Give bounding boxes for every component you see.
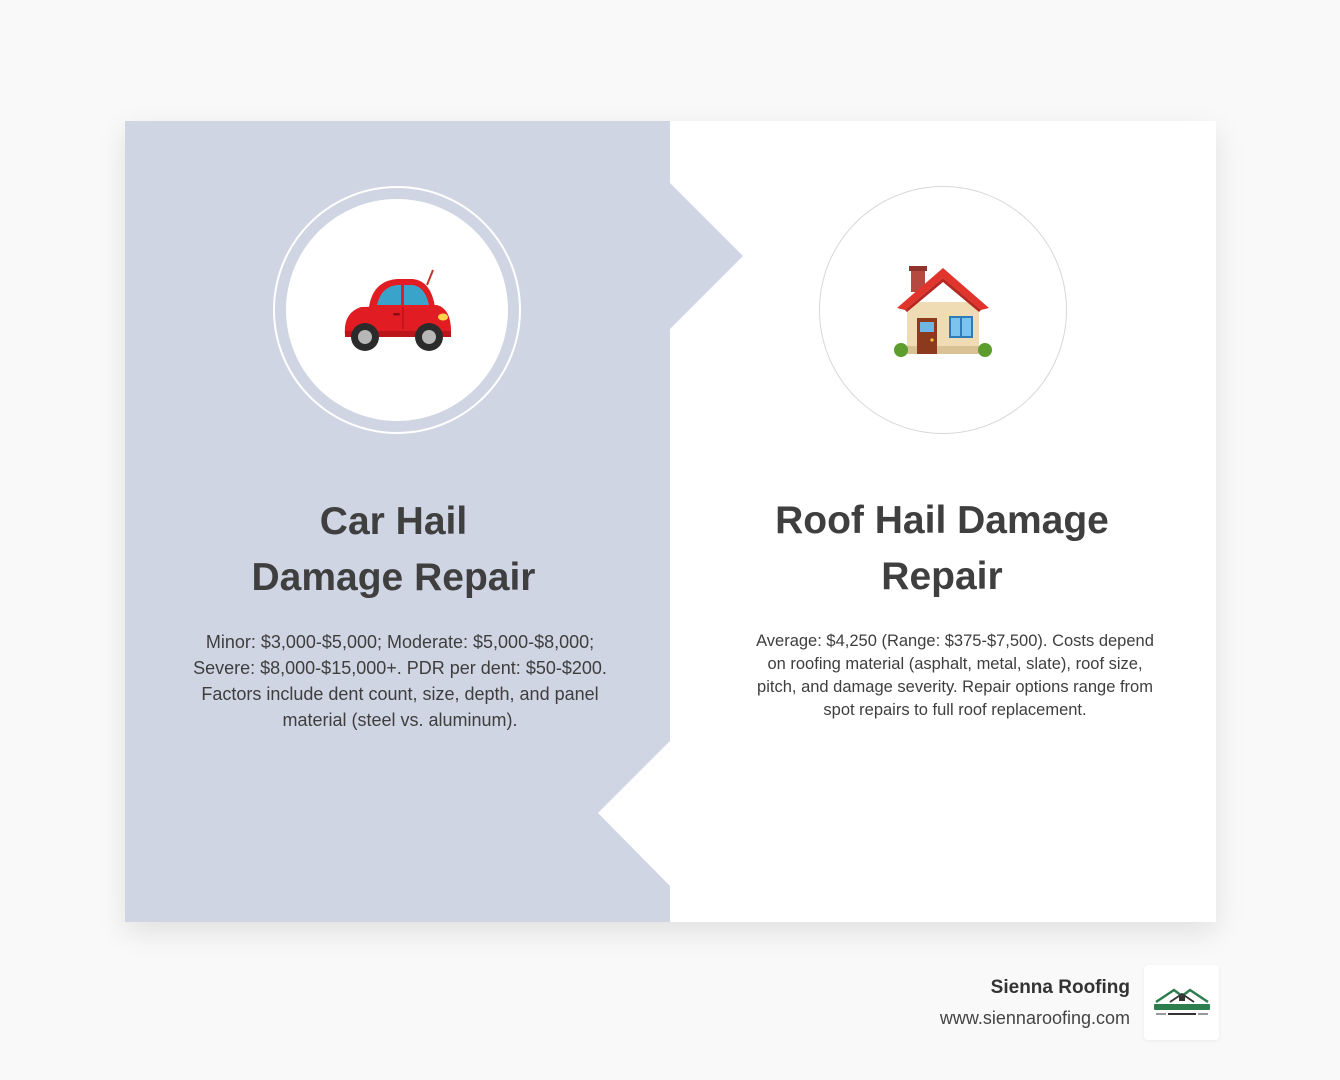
house-icon-circle: [819, 186, 1067, 434]
roof-hail-description: Average: $4,250 (Range: $375-$7,500). Costs depend on roofing material (asphalt, metal, slate), roof size, pitch, and damage severity. Repair options range from spot repairs to full roof replacement.: [756, 632, 1154, 719]
car-hail-title: Car Hail Damage Repair: [251, 500, 536, 599]
car-hail-description: Minor: $3,000-$5,000; Moderate: $5,000-$8,000; Severe: $8,000-$15,000+. PDR per dent: $50-$200. Factors include dent count, size, depth, and panel material (steel vs. aluminum).: [193, 632, 607, 730]
sienna-roofing-logo-icon: [1152, 986, 1212, 1020]
brand-url-link[interactable]: www.siennaroofing.com: [939, 1008, 1130, 1028]
comparison-card: [125, 121, 1216, 922]
car-icon: [339, 265, 455, 355]
brand-logo[interactable]: [1144, 965, 1219, 1040]
brand-footer: [940, 974, 1130, 1034]
house-icon: [891, 258, 995, 362]
brand-name: Sienna Roofing: [990, 977, 1130, 998]
roof-hail-panel: [670, 121, 1216, 922]
roof-hail-title: Roof Hail Damage Repair: [775, 499, 1109, 598]
car-icon-circle: [273, 186, 521, 434]
car-hail-panel: [125, 121, 670, 922]
